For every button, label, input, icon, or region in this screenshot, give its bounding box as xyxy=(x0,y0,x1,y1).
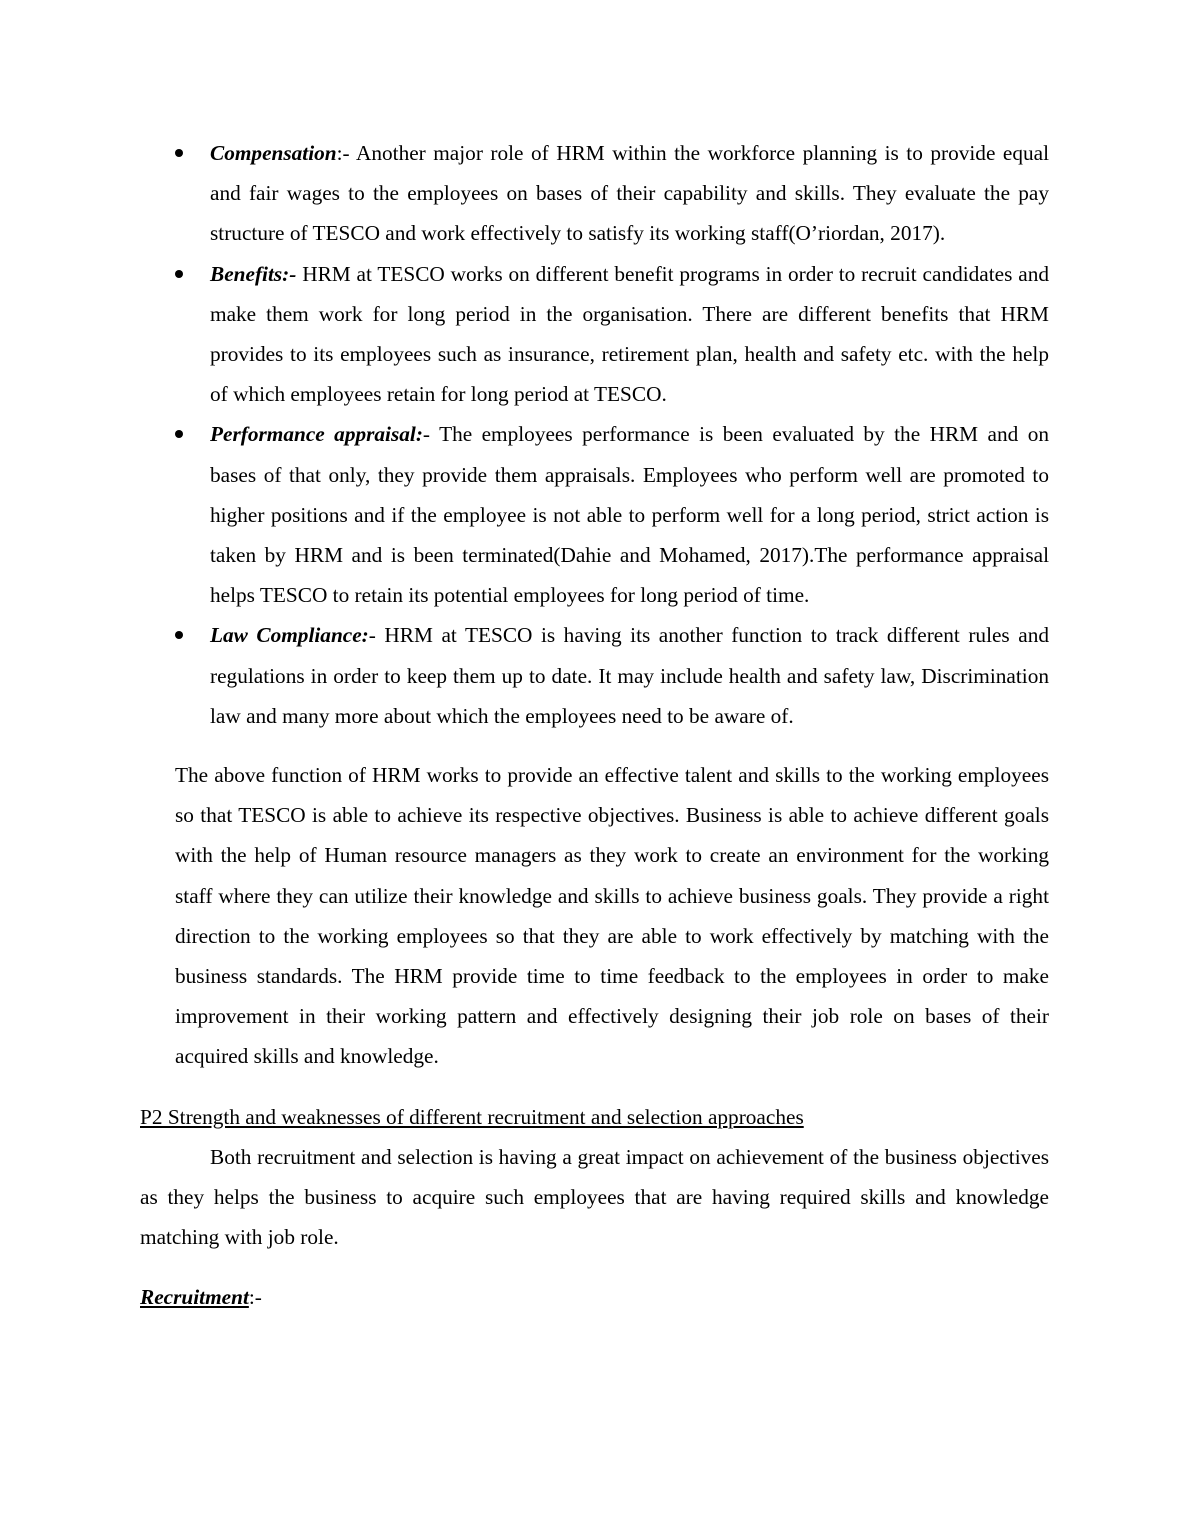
list-item-text: Another major role of HRM within the workforce planning is to provide equal and fair wages to the employees on bases of their capability and skills. They evaluate the pay structure of TESCO and work effectively to satisfy its working staff(O’riordan, 2017). xyxy=(210,141,1049,246)
list-item-term: Compensation xyxy=(210,141,337,165)
hrm-functions-list xyxy=(140,133,1049,736)
recruitment-heading xyxy=(140,1277,1049,1317)
document-page xyxy=(140,133,1049,1317)
bullet-icon xyxy=(175,430,183,438)
list-item-separator: - xyxy=(422,422,440,447)
list-item-term: Performance appraisal: xyxy=(210,422,423,447)
section-heading: P2 Strength and weaknesses of different recruitment and selection approaches xyxy=(140,1104,804,1129)
list-item-performance-appraisal xyxy=(210,414,1049,615)
list-item-compensation xyxy=(210,133,1049,254)
recruitment-suffix: :- xyxy=(248,1285,262,1310)
bullet-icon xyxy=(175,631,183,639)
list-item-text: The employees performance is been evaluated by the HRM and on bases of that only, they provide them appraisals. Employees who perform well are promoted to higher positions and if the employee is not able to perform well for a long period, strict action is taken by HRM and is been terminated(Dahie and Mohamed, 2017).The performance appraisal helps TESCO to retain its potential employees for long period of time. xyxy=(210,422,1049,608)
list-item-separator: :- xyxy=(336,141,356,165)
bullet-icon xyxy=(175,270,183,278)
list-item-separator: - xyxy=(368,623,385,648)
list-item-term: Law Compliance: xyxy=(210,623,369,648)
summary-paragraph: The above function of HRM works to provide an effective talent and skills to the working employees so that TESCO is able to achieve its respective objectives. Business is able to achieve different goals with the help of Human resource managers as they work to create an environment for the working staff where they can utilize their knowledge and skills to achieve business goals. They provide a right direction to the working employees so that they are able to work effectively by matching with the business standards. The HRM provide time to time feedback to the employees in order to make improvement in their working pattern and effectively designing their job role on bases of their acquired skills and knowledge. xyxy=(175,763,1049,1069)
list-item-text: HRM at TESCO is having its another function to track different rules and regulations in order to keep them up to date. It may include health and safety law, Discrimination law and many more about which the employees need to be aware of. xyxy=(210,623,1049,728)
list-item-text: HRM at TESCO works on different benefit programs in order to recruit candidates and make them work for long period in the organisation. There are different benefits that HRM provides to its employees such as insurance, retirement plan, health and safety etc. with the help of which employees retain for long period at TESCO. xyxy=(210,261,1049,407)
list-item-benefits xyxy=(210,254,1049,415)
list-item-law-compliance xyxy=(210,615,1049,736)
list-item-term: Benefits:- xyxy=(210,261,297,286)
recruitment-term: Recruitment xyxy=(140,1285,249,1310)
bullet-icon xyxy=(175,149,183,157)
section-paragraph: Both recruitment and selection is having a great impact on achievement of the business objectives as they helps the business to acquire such employees that are having required skills and knowledge matching with job role. xyxy=(140,1144,1049,1250)
